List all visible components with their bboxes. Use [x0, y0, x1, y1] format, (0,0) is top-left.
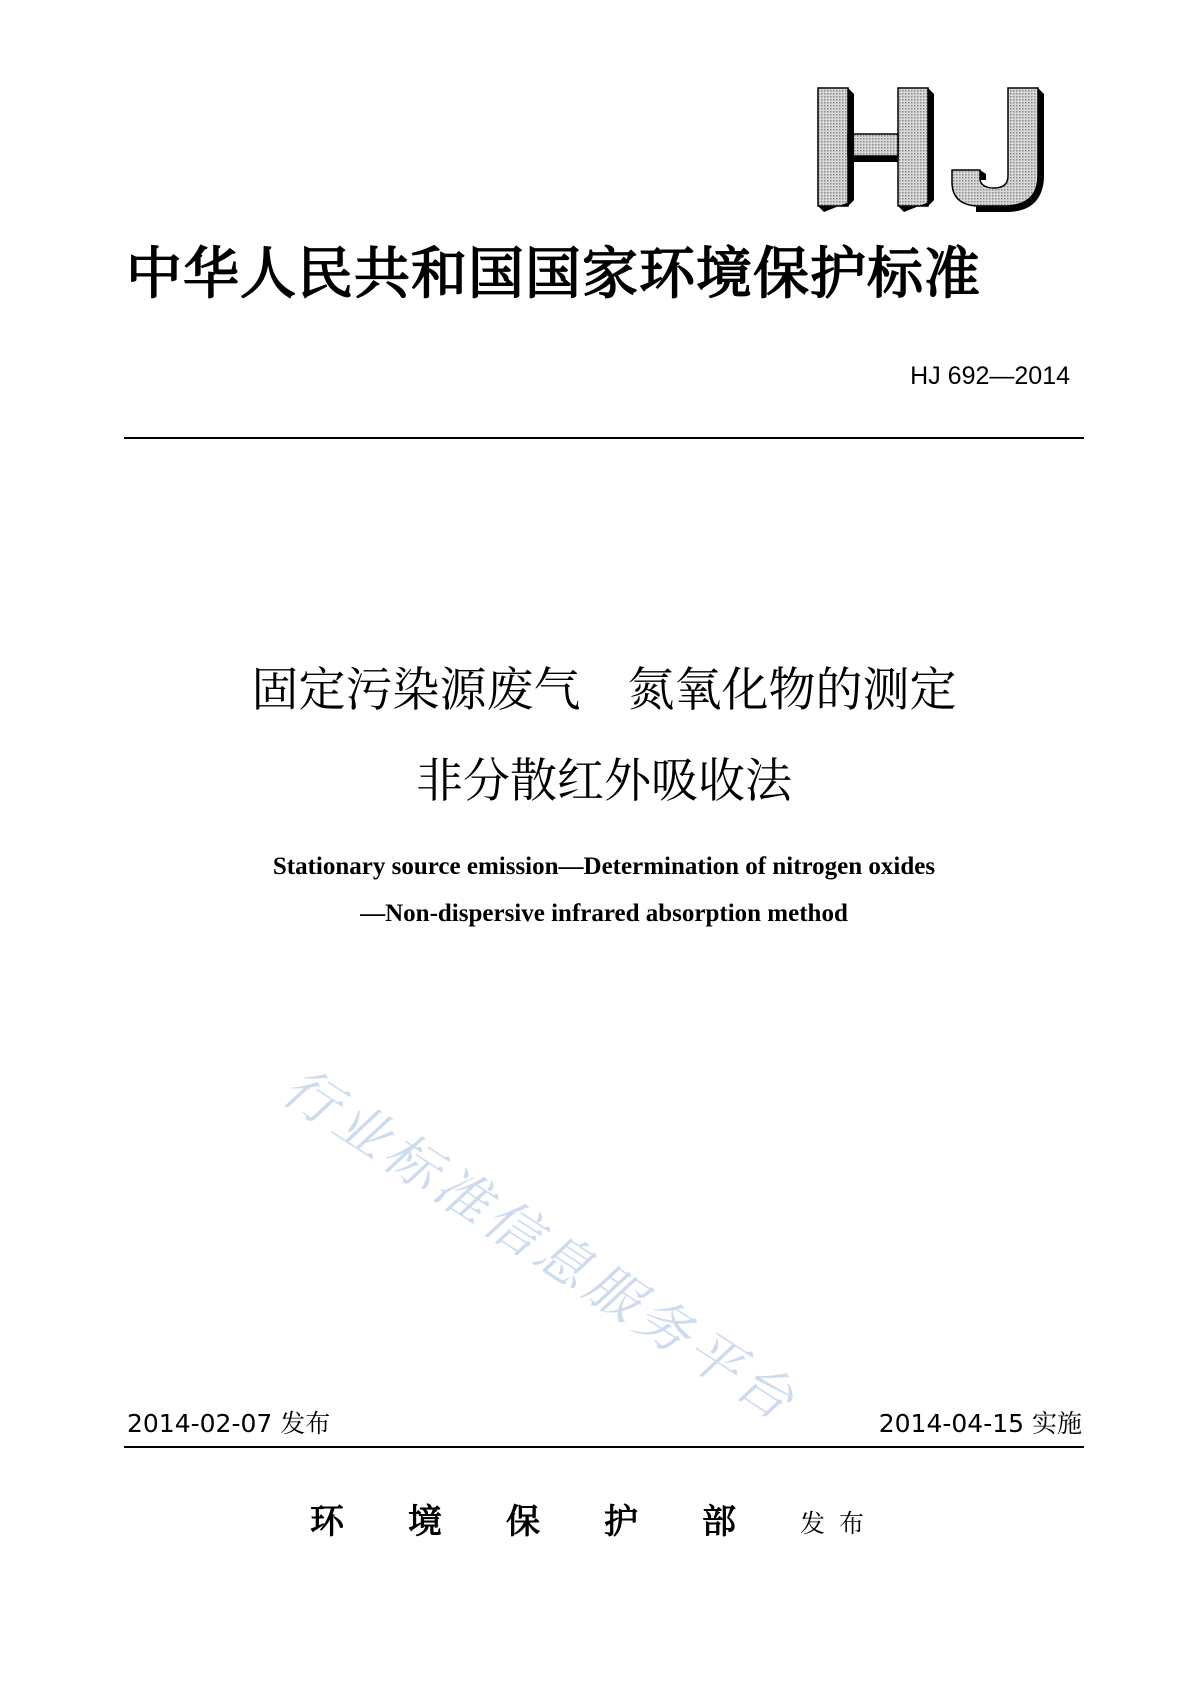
title-zh-line-2: 非分散红外吸收法 [416, 754, 792, 809]
issuer [310, 1502, 878, 1542]
bottom-divider [124, 1446, 1084, 1448]
top-divider [124, 437, 1084, 439]
standard-number: HJ 692—2014 [910, 362, 1070, 390]
logo-letter-h [818, 88, 934, 212]
logo-letter-j [952, 88, 1044, 212]
title-en-line-1: Stationary source emission—Determination of nitrogen oxides [272, 853, 936, 880]
org-title: 中华人民共和国国家环境保护标准 [126, 241, 981, 307]
hj-logo [812, 84, 1052, 212]
watermark: 行业标准信息服务平台 [271, 1055, 810, 1435]
issuer-name: 环境保护部 [310, 1502, 800, 1542]
title-zh-line-1: 固定污染源废气 氮氧化物的测定 [251, 663, 957, 718]
title-en-line-2: —Non-dispersive infrared absorption method [360, 900, 848, 927]
implementation-date: 2014-04-15 实施 [878, 1409, 1082, 1438]
issue-date: 2014-02-07 发布 [127, 1409, 331, 1438]
issuer-suffix: 发布 [800, 1509, 879, 1538]
